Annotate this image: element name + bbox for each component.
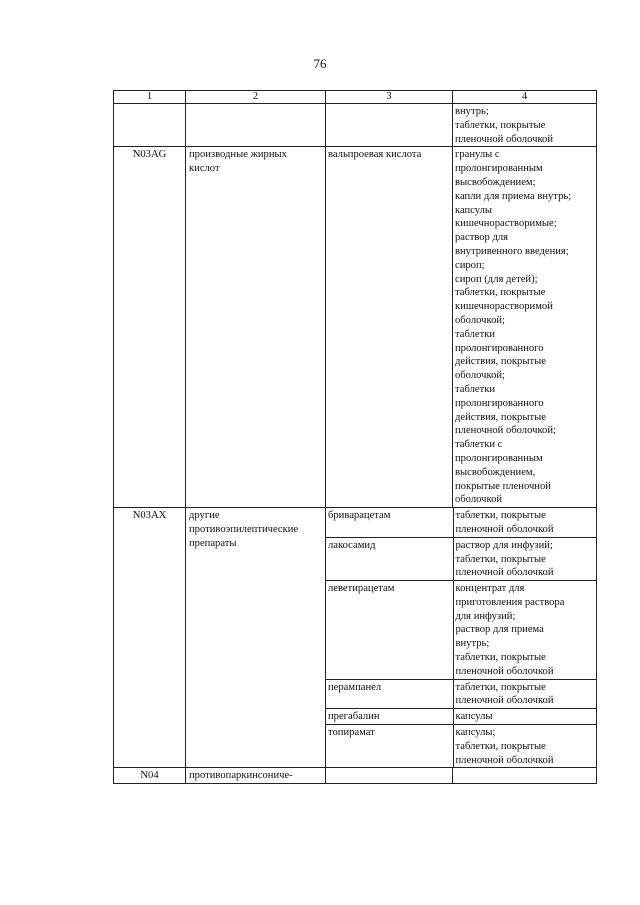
text-line: пролонгированного (455, 397, 544, 409)
substance-cell: лакосамид (326, 537, 453, 580)
text-line: внутрь; (455, 106, 489, 117)
substance-cell: вальпроевая кислота (326, 147, 453, 508)
text-line: внутрь; (455, 638, 490, 650)
text-line: пленочной оболочкой (455, 695, 554, 707)
substance-forms-group (326, 508, 597, 768)
text-line: таблетки, покрытые (455, 119, 546, 131)
substance-subtable (326, 508, 597, 767)
code-cell: N03AG (114, 147, 186, 508)
text-line: действия, покрытые (455, 356, 546, 368)
forms-cell (453, 537, 597, 580)
text-line: оболочкой; (455, 370, 505, 382)
substance-cell: перампанел (326, 679, 453, 709)
text-line: оболочкой; (455, 314, 505, 326)
text-line: кишечнорастворимой (455, 301, 553, 313)
text-line: оболочкой (455, 494, 503, 506)
text-line: таблетки, покрытые (455, 681, 546, 693)
column-header-4: 4 (453, 91, 597, 104)
substance-row (326, 581, 597, 680)
text-line: кишечнорастворимые; (455, 218, 557, 230)
forms-cell (453, 709, 597, 725)
text-line: раствор для (455, 232, 509, 244)
text-line: препараты (189, 537, 237, 549)
code-cell: N04 (114, 768, 186, 784)
text-line: таблетки с (455, 439, 503, 451)
text-line: внутривенного введения; (455, 245, 569, 257)
substance-row (326, 537, 597, 580)
group-cell (186, 768, 326, 784)
column-header-2: 2 (186, 91, 326, 104)
substance-row (326, 725, 597, 768)
text-line: капсулы (455, 204, 493, 216)
forms-cell (453, 104, 597, 147)
substance-cell (326, 768, 453, 784)
text-line: высвобождением, (455, 466, 536, 478)
forms-cell (453, 768, 597, 784)
text-line: таблетки, покрытые (455, 287, 546, 299)
text-line: пленочной оболочкой; (455, 425, 556, 437)
text-line: для инфузий; (455, 610, 516, 622)
group-cell (186, 104, 326, 147)
substance-cell: топирамат (326, 725, 453, 768)
drug-table (113, 90, 597, 784)
forms-cell (453, 679, 597, 709)
text-line: капли для приема внутрь; (455, 190, 572, 202)
text-line: таблетки, покрытые (455, 740, 546, 752)
text-line: покрытые пленочной (455, 480, 551, 492)
text-line: пленочной оболочкой (455, 133, 554, 145)
page-number: 76 (313, 56, 327, 71)
text-line: противопаркинсониче- (189, 770, 293, 782)
text-line: приготовления раствора (455, 596, 565, 608)
text-line: противоэпилептические (189, 523, 299, 535)
table-row-n04 (114, 768, 597, 784)
substance-cell (326, 104, 453, 147)
column-header-1: 1 (114, 91, 186, 104)
text-line: высвобождением; (455, 176, 536, 188)
text-line: пленочной оболочкой (455, 523, 554, 535)
code-cell: N03AX (114, 508, 186, 768)
text-line: гранулы с (455, 149, 500, 161)
substance-cell: леветирацетам (326, 581, 453, 680)
text-line: пленочной оболочкой (455, 754, 554, 766)
table-row-continuation (114, 104, 597, 147)
text-line: сироп (для детей); (455, 273, 538, 285)
text-line: пленочной оболочкой (455, 665, 554, 677)
text-line: таблетки, покрытые (455, 652, 546, 664)
substance-cell: бриварацетам (326, 508, 453, 537)
text-line: раствор для инфузий; (455, 539, 553, 551)
group-cell (186, 508, 326, 768)
text-line: пролонгированным (455, 452, 543, 464)
text-line: капсулы; (455, 727, 496, 739)
forms-cell (453, 147, 597, 508)
text-line: концентрат для (455, 583, 525, 595)
text-line: кислот (189, 163, 220, 175)
text-line: таблетки (455, 328, 496, 340)
text-line: пролонгированного (455, 342, 544, 354)
text-line: таблетки, покрытые (455, 510, 546, 522)
table-row-n03ag (114, 147, 597, 508)
text-line: другие (189, 510, 220, 522)
substance-row (326, 709, 597, 725)
table-row-n03ax (114, 508, 597, 768)
text-line: действия, покрытые (455, 411, 546, 423)
text-line: пролонгированным (455, 163, 543, 175)
text-line: сироп; (455, 259, 485, 271)
text-line: производные жирных (189, 149, 287, 161)
text-line: таблетки, покрытые (455, 553, 546, 565)
group-cell (186, 147, 326, 508)
text-line: пленочной оболочкой (455, 567, 554, 579)
forms-cell (453, 725, 597, 768)
text-line: раствор для приема (455, 624, 544, 636)
forms-cell (453, 581, 597, 680)
code-cell (114, 104, 186, 147)
forms-cell (453, 508, 597, 537)
column-header-row (114, 91, 597, 104)
substance-cell: прегабалин (326, 709, 453, 725)
text-line: капсулы (455, 711, 493, 723)
substance-row (326, 679, 597, 709)
text-line: таблетки (455, 383, 496, 395)
substance-row (326, 508, 597, 537)
column-header-3: 3 (326, 91, 453, 104)
